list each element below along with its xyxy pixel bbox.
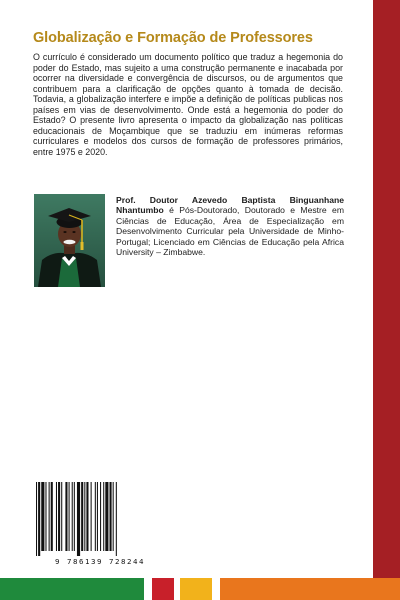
- barcode-bar: [51, 482, 53, 551]
- barcode-bar: [77, 482, 80, 556]
- barcode-bar: [61, 482, 62, 551]
- isbn-number: 9 786139 728244: [33, 557, 167, 566]
- barcode-bar: [38, 482, 40, 556]
- stripe-green: [0, 578, 144, 600]
- author-photo: [34, 194, 105, 287]
- isbn-barcode: [33, 482, 167, 565]
- barcode-bar: [74, 482, 75, 551]
- barcode-bar: [84, 482, 85, 551]
- barcode-bar: [103, 482, 104, 551]
- book-title: Globalização e Formação de Professores: [33, 30, 313, 46]
- barcode-bar: [97, 482, 98, 551]
- author-credentials: é Pós-Doutorado, Doutorado e Mestre em Ciências de Educação, Área de Especialização em Desenvolvimento Curricular pela Universidade de Minho-Portugal; Licenciado em Ciências de Educação pela Africa University – Zimbabwe.: [116, 205, 344, 258]
- barcode-bar: [95, 482, 96, 551]
- barcode-bar: [113, 482, 114, 551]
- barcode-bar: [41, 482, 44, 551]
- stripe-yellow: [180, 578, 212, 600]
- cover-spine-band: [373, 0, 400, 600]
- author-name: Prof. Doutor Azevedo Baptista Binguanhane Nhantumbo: [116, 195, 344, 216]
- barcode-bar: [86, 482, 88, 551]
- barcode-bar: [36, 482, 37, 556]
- barcode-bar: [72, 482, 73, 551]
- barcode-bar: [58, 482, 60, 551]
- barcode-bar: [45, 482, 46, 551]
- barcode-bar: [56, 482, 57, 551]
- barcode-bar: [100, 482, 101, 551]
- author-bio: [116, 195, 344, 257]
- barcode-bar: [81, 482, 83, 551]
- book-blurb: O currículo é considerado um documento político que traduz a hegemonia do poder do Estado, mas sujeito a uma construção permanente e inacabada por ocorrer na diversidade e convergência de discursos, ou de argumentos que contribuem para a clarificação de opções quanto à tomada de decisão. Todavia, a globalização interfere e impõe a definição de políticas publicas nos países em vias de desenvolvimento. Onde está a hegemonia do poder do Estado? O presente livro apresenta o impacto da globalização nas políticas educacionais de Moçambique que se traduziu em inúmeras reformas curriculares e modelos dos cursos de formação de professores primários, entre 1975 e 2020.: [33, 52, 343, 157]
- barcode-bar: [105, 482, 108, 551]
- barcode-bar: [49, 482, 50, 551]
- barcode-bar: [91, 482, 92, 551]
- barcode-bar: [110, 482, 112, 551]
- barcode-bar: [65, 482, 67, 551]
- barcode-bar: [116, 482, 117, 556]
- stripe-red: [152, 578, 174, 600]
- barcode-bar: [69, 482, 70, 551]
- stripe-orange: [220, 578, 400, 600]
